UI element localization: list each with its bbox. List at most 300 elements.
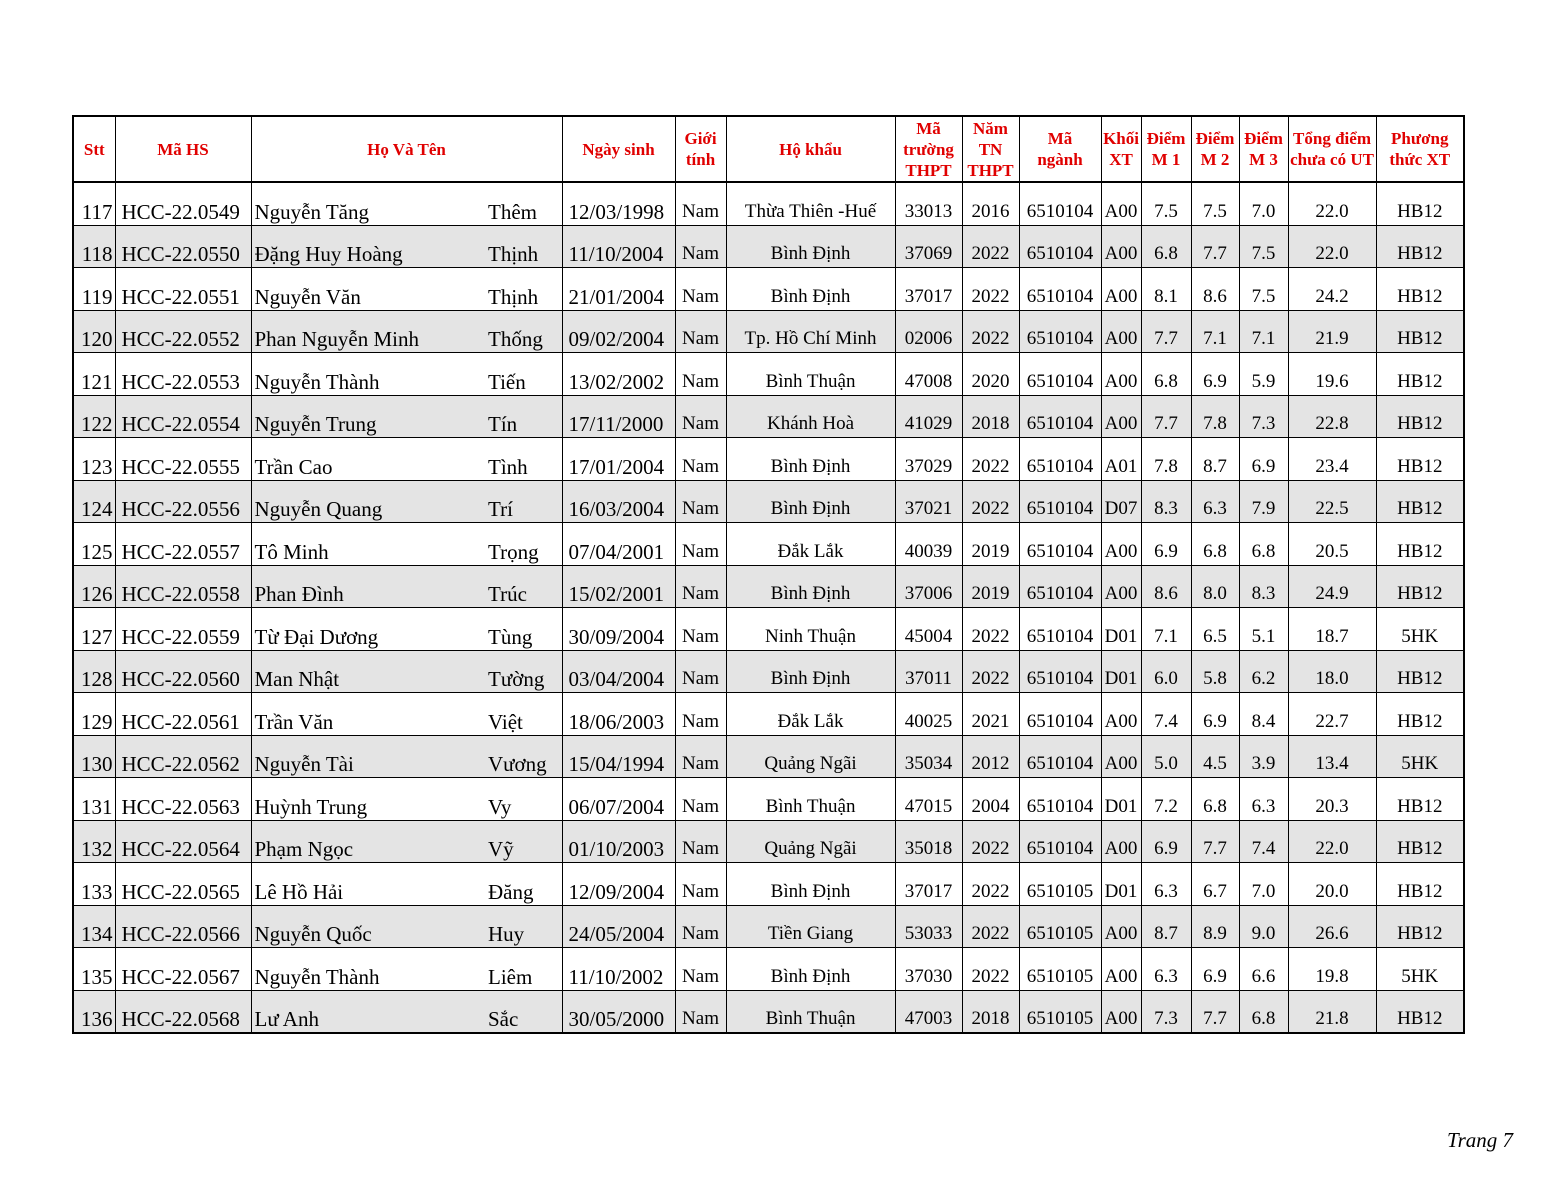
cell-graduation-year: 2016 (962, 182, 1019, 225)
cell-school-code: 37069 (895, 225, 962, 268)
cell-score-m2: 8.9 (1191, 905, 1239, 948)
cell-score-m3: 6.9 (1239, 438, 1288, 481)
cell-birth-date: 07/04/2001 (562, 523, 675, 566)
cell-school-code: 37017 (895, 268, 962, 311)
cell-total-score: 13.4 (1288, 735, 1376, 778)
cell-residence: Thừa Thiên -Huế (726, 182, 895, 225)
header-row (73, 116, 1464, 182)
cell-total-score: 18.7 (1288, 608, 1376, 651)
cell-score-m2: 5.8 (1191, 650, 1239, 693)
cell-total-score: 22.0 (1288, 182, 1376, 225)
cell-graduation-year: 2022 (962, 480, 1019, 523)
cell-given-name: Tùng (488, 608, 562, 651)
cell-school-code: 41029 (895, 395, 962, 438)
cell-school-code: 37017 (895, 863, 962, 906)
cell-total-score: 23.4 (1288, 438, 1376, 481)
cell-given-name: Vỹ (488, 820, 562, 863)
cell-student-code: HCC-22.0552 (115, 310, 251, 353)
cell-score-m2: 8.7 (1191, 438, 1239, 481)
cell-student-code: HCC-22.0557 (115, 523, 251, 566)
cell-residence: Ninh Thuận (726, 608, 895, 651)
table-row (73, 863, 1464, 906)
cell-exam-block: D01 (1101, 778, 1141, 821)
cell-score-m1: 6.9 (1141, 523, 1191, 566)
cell-residence: Đắk Lắk (726, 693, 895, 736)
cell-major-code: 6510104 (1019, 650, 1101, 693)
cell-gender: Nam (675, 990, 726, 1033)
cell-total-score: 19.8 (1288, 948, 1376, 991)
cell-given-name: Trúc (488, 565, 562, 608)
cell-birth-date: 30/05/2000 (562, 990, 675, 1033)
cell-school-code: 45004 (895, 608, 962, 651)
cell-stt: 129 (73, 693, 115, 736)
cell-given-name: Trí (488, 480, 562, 523)
cell-stt: 135 (73, 948, 115, 991)
cell-gender: Nam (675, 565, 726, 608)
table-row (73, 820, 1464, 863)
cell-score-m1: 6.8 (1141, 225, 1191, 268)
cell-major-code: 6510104 (1019, 310, 1101, 353)
cell-score-m1: 8.6 (1141, 565, 1191, 608)
cell-school-code: 40025 (895, 693, 962, 736)
cell-birth-date: 21/01/2004 (562, 268, 675, 311)
cell-given-name: Vương (488, 735, 562, 778)
cell-admission-method: HB12 (1376, 905, 1464, 948)
table-row (73, 693, 1464, 736)
cell-major-code: 6510104 (1019, 182, 1101, 225)
cell-school-code: 35034 (895, 735, 962, 778)
table-row (73, 182, 1464, 225)
cell-birth-date: 09/02/2004 (562, 310, 675, 353)
col-header-total-score: Tổng điểm chưa có UT (1288, 116, 1376, 182)
cell-score-m2: 8.6 (1191, 268, 1239, 311)
cell-score-m1: 6.8 (1141, 353, 1191, 396)
cell-graduation-year: 2022 (962, 438, 1019, 481)
cell-gender: Nam (675, 395, 726, 438)
cell-score-m2: 6.3 (1191, 480, 1239, 523)
cell-admission-method: HB12 (1376, 523, 1464, 566)
cell-admission-method: HB12 (1376, 693, 1464, 736)
cell-exam-block: A00 (1101, 693, 1141, 736)
cell-family-middle-name: Nguyễn Tài (251, 735, 488, 778)
cell-residence: Bình Định (726, 863, 895, 906)
cell-birth-date: 06/07/2004 (562, 778, 675, 821)
cell-given-name: Liêm (488, 948, 562, 991)
cell-exam-block: A00 (1101, 990, 1141, 1033)
cell-total-score: 22.8 (1288, 395, 1376, 438)
cell-gender: Nam (675, 182, 726, 225)
cell-school-code: 37029 (895, 438, 962, 481)
cell-score-m2: 4.5 (1191, 735, 1239, 778)
cell-score-m1: 7.8 (1141, 438, 1191, 481)
table-row (73, 990, 1464, 1033)
cell-student-code: HCC-22.0549 (115, 182, 251, 225)
col-header-birth-date: Ngày sinh (562, 116, 675, 182)
cell-stt: 121 (73, 353, 115, 396)
cell-student-code: HCC-22.0556 (115, 480, 251, 523)
cell-given-name: Trọng (488, 523, 562, 566)
cell-score-m3: 5.9 (1239, 353, 1288, 396)
cell-score-m2: 7.8 (1191, 395, 1239, 438)
cell-total-score: 22.0 (1288, 225, 1376, 268)
cell-score-m1: 6.3 (1141, 948, 1191, 991)
cell-total-score: 21.9 (1288, 310, 1376, 353)
cell-stt: 118 (73, 225, 115, 268)
table-row (73, 565, 1464, 608)
cell-admission-method: HB12 (1376, 225, 1464, 268)
cell-student-code: HCC-22.0554 (115, 395, 251, 438)
cell-stt: 124 (73, 480, 115, 523)
cell-school-code: 53033 (895, 905, 962, 948)
cell-gender: Nam (675, 820, 726, 863)
cell-exam-block: A00 (1101, 565, 1141, 608)
cell-admission-method: 5HK (1376, 608, 1464, 651)
cell-gender: Nam (675, 735, 726, 778)
cell-score-m1: 7.1 (1141, 608, 1191, 651)
table-row (73, 268, 1464, 311)
cell-major-code: 6510104 (1019, 353, 1101, 396)
cell-school-code: 47008 (895, 353, 962, 396)
cell-family-middle-name: Phan Đình (251, 565, 488, 608)
cell-score-m3: 8.3 (1239, 565, 1288, 608)
cell-school-code: 37011 (895, 650, 962, 693)
cell-graduation-year: 2012 (962, 735, 1019, 778)
cell-residence: Bình Thuận (726, 353, 895, 396)
cell-score-m3: 6.8 (1239, 990, 1288, 1033)
cell-family-middle-name: Man Nhật (251, 650, 488, 693)
table-row (73, 438, 1464, 481)
cell-given-name: Vy (488, 778, 562, 821)
cell-graduation-year: 2022 (962, 905, 1019, 948)
cell-residence: Bình Thuận (726, 778, 895, 821)
cell-birth-date: 13/02/2002 (562, 353, 675, 396)
cell-student-code: HCC-22.0550 (115, 225, 251, 268)
cell-exam-block: A00 (1101, 905, 1141, 948)
cell-gender: Nam (675, 310, 726, 353)
cell-graduation-year: 2022 (962, 820, 1019, 863)
cell-given-name: Đăng (488, 863, 562, 906)
cell-score-m1: 8.3 (1141, 480, 1191, 523)
cell-total-score: 22.7 (1288, 693, 1376, 736)
cell-stt: 123 (73, 438, 115, 481)
cell-student-code: HCC-22.0565 (115, 863, 251, 906)
cell-student-code: HCC-22.0566 (115, 905, 251, 948)
cell-score-m1: 8.1 (1141, 268, 1191, 311)
cell-exam-block: A00 (1101, 268, 1141, 311)
cell-given-name: Thống (488, 310, 562, 353)
cell-gender: Nam (675, 608, 726, 651)
col-header-student-code: Mã HS (115, 116, 251, 182)
cell-school-code: 35018 (895, 820, 962, 863)
cell-major-code: 6510104 (1019, 480, 1101, 523)
cell-graduation-year: 2021 (962, 693, 1019, 736)
cell-stt: 130 (73, 735, 115, 778)
cell-residence: Quảng Ngãi (726, 820, 895, 863)
cell-given-name: Sắc (488, 990, 562, 1033)
cell-student-code: HCC-22.0568 (115, 990, 251, 1033)
cell-total-score: 22.0 (1288, 820, 1376, 863)
col-header-major-code: Mã ngành (1019, 116, 1101, 182)
cell-student-code: HCC-22.0560 (115, 650, 251, 693)
cell-stt: 134 (73, 905, 115, 948)
table-row (73, 353, 1464, 396)
cell-residence: Bình Định (726, 225, 895, 268)
cell-admission-method: HB12 (1376, 820, 1464, 863)
cell-family-middle-name: Phạm Ngọc (251, 820, 488, 863)
cell-student-code: HCC-22.0559 (115, 608, 251, 651)
cell-gender: Nam (675, 650, 726, 693)
cell-score-m1: 7.7 (1141, 395, 1191, 438)
cell-gender: Nam (675, 268, 726, 311)
cell-graduation-year: 2022 (962, 650, 1019, 693)
cell-exam-block: A00 (1101, 735, 1141, 778)
cell-residence: Quảng Ngãi (726, 735, 895, 778)
cell-graduation-year: 2019 (962, 565, 1019, 608)
cell-residence: Bình Định (726, 438, 895, 481)
cell-admission-method: HB12 (1376, 990, 1464, 1033)
cell-graduation-year: 2022 (962, 608, 1019, 651)
cell-student-code: HCC-22.0555 (115, 438, 251, 481)
cell-stt: 126 (73, 565, 115, 608)
cell-score-m2: 6.8 (1191, 523, 1239, 566)
cell-admission-method: HB12 (1376, 268, 1464, 311)
cell-stt: 120 (73, 310, 115, 353)
cell-residence: Bình Định (726, 565, 895, 608)
cell-birth-date: 24/05/2004 (562, 905, 675, 948)
cell-exam-block: A00 (1101, 353, 1141, 396)
cell-stt: 131 (73, 778, 115, 821)
cell-major-code: 6510104 (1019, 820, 1101, 863)
table-row (73, 310, 1464, 353)
cell-total-score: 22.5 (1288, 480, 1376, 523)
cell-birth-date: 01/10/2003 (562, 820, 675, 863)
cell-stt: 128 (73, 650, 115, 693)
col-header-score-m1: Điểm M 1 (1141, 116, 1191, 182)
cell-family-middle-name: Nguyễn Thành (251, 353, 488, 396)
page-number: Trang 7 (1447, 1128, 1513, 1152)
cell-birth-date: 17/01/2004 (562, 438, 675, 481)
cell-exam-block: A00 (1101, 820, 1141, 863)
cell-major-code: 6510104 (1019, 735, 1101, 778)
cell-graduation-year: 2022 (962, 225, 1019, 268)
cell-student-code: HCC-22.0564 (115, 820, 251, 863)
cell-birth-date: 12/09/2004 (562, 863, 675, 906)
cell-major-code: 6510104 (1019, 225, 1101, 268)
cell-family-middle-name: Phan Nguyễn Minh (251, 310, 488, 353)
cell-exam-block: D07 (1101, 480, 1141, 523)
cell-score-m2: 6.8 (1191, 778, 1239, 821)
cell-student-code: HCC-22.0561 (115, 693, 251, 736)
cell-score-m3: 9.0 (1239, 905, 1288, 948)
cell-exam-block: D01 (1101, 650, 1141, 693)
cell-score-m1: 7.2 (1141, 778, 1191, 821)
cell-stt: 125 (73, 523, 115, 566)
cell-birth-date: 16/03/2004 (562, 480, 675, 523)
cell-score-m1: 6.9 (1141, 820, 1191, 863)
cell-score-m1: 7.3 (1141, 990, 1191, 1033)
cell-score-m3: 3.9 (1239, 735, 1288, 778)
cell-stt: 133 (73, 863, 115, 906)
cell-stt: 136 (73, 990, 115, 1033)
cell-score-m3: 7.3 (1239, 395, 1288, 438)
cell-score-m2: 7.7 (1191, 225, 1239, 268)
cell-residence: Bình Định (726, 268, 895, 311)
cell-score-m3: 6.3 (1239, 778, 1288, 821)
cell-stt: 127 (73, 608, 115, 651)
cell-score-m1: 8.7 (1141, 905, 1191, 948)
cell-graduation-year: 2018 (962, 990, 1019, 1033)
cell-total-score: 20.3 (1288, 778, 1376, 821)
cell-graduation-year: 2022 (962, 948, 1019, 991)
cell-gender: Nam (675, 438, 726, 481)
cell-major-code: 6510104 (1019, 565, 1101, 608)
cell-score-m2: 6.9 (1191, 353, 1239, 396)
cell-gender: Nam (675, 948, 726, 991)
cell-exam-block: A00 (1101, 523, 1141, 566)
cell-score-m2: 6.5 (1191, 608, 1239, 651)
cell-total-score: 24.9 (1288, 565, 1376, 608)
cell-total-score: 18.0 (1288, 650, 1376, 693)
cell-given-name: Thịnh (488, 225, 562, 268)
cell-school-code: 33013 (895, 182, 962, 225)
cell-major-code: 6510104 (1019, 693, 1101, 736)
cell-admission-method: HB12 (1376, 395, 1464, 438)
cell-given-name: Tín (488, 395, 562, 438)
cell-school-code: 37021 (895, 480, 962, 523)
cell-total-score: 20.0 (1288, 863, 1376, 906)
cell-exam-block: A00 (1101, 310, 1141, 353)
cell-family-middle-name: Lư Anh (251, 990, 488, 1033)
cell-graduation-year: 2019 (962, 523, 1019, 566)
cell-total-score: 26.6 (1288, 905, 1376, 948)
col-header-score-m3: Điểm M 3 (1239, 116, 1288, 182)
cell-score-m3: 5.1 (1239, 608, 1288, 651)
col-header-admission-method: Phương thức XT (1376, 116, 1464, 182)
cell-student-code: HCC-22.0567 (115, 948, 251, 991)
cell-score-m3: 7.5 (1239, 268, 1288, 311)
col-header-exam-block: Khối XT (1101, 116, 1141, 182)
cell-gender: Nam (675, 863, 726, 906)
cell-score-m3: 8.4 (1239, 693, 1288, 736)
cell-residence: Bình Định (726, 650, 895, 693)
cell-family-middle-name: Nguyễn Quang (251, 480, 488, 523)
cell-student-code: HCC-22.0551 (115, 268, 251, 311)
cell-school-code: 40039 (895, 523, 962, 566)
col-header-residence: Hộ khẩu (726, 116, 895, 182)
cell-major-code: 6510104 (1019, 523, 1101, 566)
table-row (73, 225, 1464, 268)
cell-birth-date: 30/09/2004 (562, 608, 675, 651)
cell-given-name: Huy (488, 905, 562, 948)
cell-family-middle-name: Nguyễn Thành (251, 948, 488, 991)
cell-residence: Bình Định (726, 948, 895, 991)
cell-admission-method: HB12 (1376, 650, 1464, 693)
cell-school-code: 37030 (895, 948, 962, 991)
col-header-graduation-year: Năm TN THPT (962, 116, 1019, 182)
cell-family-middle-name: Nguyễn Tăng (251, 182, 488, 225)
cell-score-m2: 7.1 (1191, 310, 1239, 353)
cell-school-code: 02006 (895, 310, 962, 353)
cell-school-code: 37006 (895, 565, 962, 608)
cell-school-code: 47003 (895, 990, 962, 1033)
cell-score-m1: 7.5 (1141, 182, 1191, 225)
cell-family-middle-name: Từ Đại Dương (251, 608, 488, 651)
cell-score-m3: 7.9 (1239, 480, 1288, 523)
cell-birth-date: 17/11/2000 (562, 395, 675, 438)
cell-family-middle-name: Đặng Huy Hoàng (251, 225, 488, 268)
cell-gender: Nam (675, 778, 726, 821)
cell-total-score: 24.2 (1288, 268, 1376, 311)
cell-gender: Nam (675, 480, 726, 523)
cell-birth-date: 15/04/1994 (562, 735, 675, 778)
cell-student-code: HCC-22.0562 (115, 735, 251, 778)
cell-total-score: 19.6 (1288, 353, 1376, 396)
cell-graduation-year: 2018 (962, 395, 1019, 438)
cell-birth-date: 03/04/2004 (562, 650, 675, 693)
cell-admission-method: HB12 (1376, 863, 1464, 906)
col-header-gender: Giới tính (675, 116, 726, 182)
cell-score-m3: 7.4 (1239, 820, 1288, 863)
table-row (73, 778, 1464, 821)
cell-school-code: 47015 (895, 778, 962, 821)
cell-family-middle-name: Tô Minh (251, 523, 488, 566)
cell-student-code: HCC-22.0553 (115, 353, 251, 396)
cell-exam-block: A00 (1101, 182, 1141, 225)
cell-stt: 132 (73, 820, 115, 863)
cell-student-code: HCC-22.0558 (115, 565, 251, 608)
table-row (73, 523, 1464, 566)
cell-major-code: 6510104 (1019, 608, 1101, 651)
cell-birth-date: 18/06/2003 (562, 693, 675, 736)
cell-given-name: Tường (488, 650, 562, 693)
table-row (73, 650, 1464, 693)
cell-family-middle-name: Huỳnh Trung (251, 778, 488, 821)
cell-score-m3: 7.1 (1239, 310, 1288, 353)
cell-major-code: 6510105 (1019, 863, 1101, 906)
cell-admission-method: HB12 (1376, 353, 1464, 396)
cell-score-m2: 7.7 (1191, 990, 1239, 1033)
cell-residence: Tp. Hồ Chí Minh (726, 310, 895, 353)
cell-score-m1: 7.7 (1141, 310, 1191, 353)
cell-given-name: Tình (488, 438, 562, 481)
cell-score-m3: 7.5 (1239, 225, 1288, 268)
cell-stt: 122 (73, 395, 115, 438)
cell-admission-method: 5HK (1376, 735, 1464, 778)
cell-residence: Tiền Giang (726, 905, 895, 948)
cell-score-m1: 6.0 (1141, 650, 1191, 693)
cell-birth-date: 11/10/2004 (562, 225, 675, 268)
cell-residence: Bình Định (726, 480, 895, 523)
col-header-score-m2: Điểm M 2 (1191, 116, 1239, 182)
cell-score-m1: 7.4 (1141, 693, 1191, 736)
cell-family-middle-name: Trần Cao (251, 438, 488, 481)
cell-major-code: 6510104 (1019, 268, 1101, 311)
table-row (73, 608, 1464, 651)
cell-score-m3: 7.0 (1239, 863, 1288, 906)
table-row (73, 905, 1464, 948)
table-row (73, 948, 1464, 991)
table-row (73, 480, 1464, 523)
table-row (73, 735, 1464, 778)
cell-student-code: HCC-22.0563 (115, 778, 251, 821)
cell-score-m2: 6.9 (1191, 693, 1239, 736)
cell-exam-block: A00 (1101, 395, 1141, 438)
cell-score-m2: 8.0 (1191, 565, 1239, 608)
cell-major-code: 6510104 (1019, 395, 1101, 438)
cell-family-middle-name: Nguyễn Văn (251, 268, 488, 311)
cell-score-m2: 7.5 (1191, 182, 1239, 225)
cell-graduation-year: 2022 (962, 268, 1019, 311)
